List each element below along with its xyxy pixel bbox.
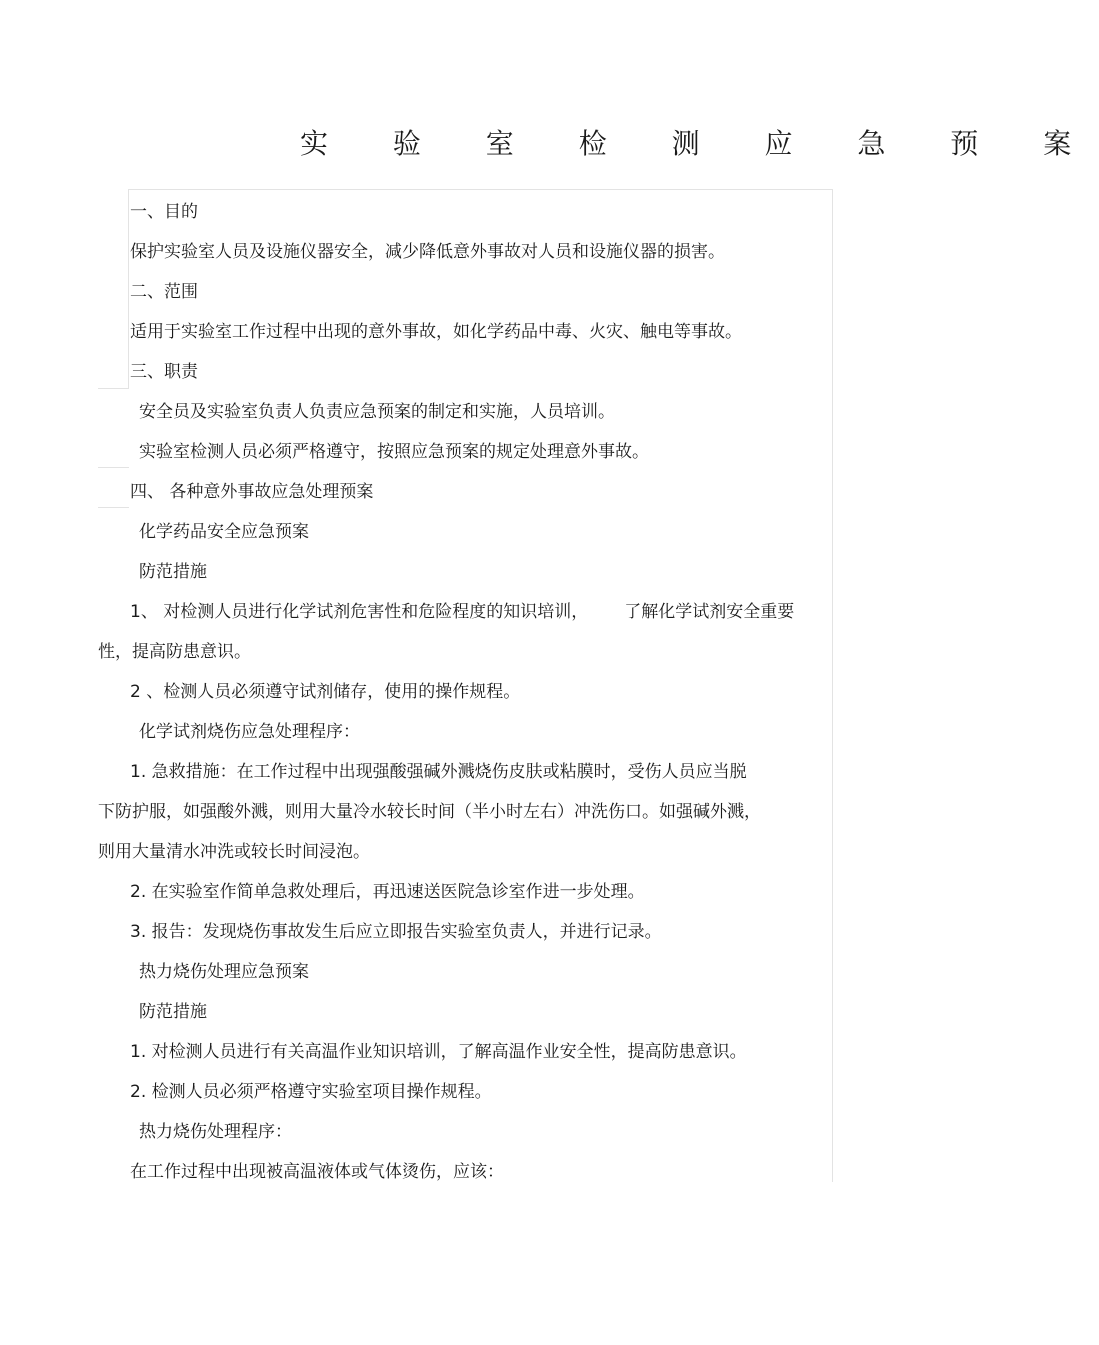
list-item-first-aid-continued: 下防护服，如强酸外溅，则用大量冷水较长时间（半小时左右）冲洗伤口。如强碱外溅， (98, 802, 761, 822)
section-heading-purpose: 一、目的 (130, 202, 198, 222)
list-item-chemical-1-continued: 性，提高防患意识。 (98, 642, 251, 662)
document-title: 实 验 室 检 测 应 急 预 案 (300, 127, 1099, 160)
paragraph-duty-2: 实验室检测人员必须严格遵守，按照应急预案的规定处理意外事故。 (139, 442, 649, 462)
list-item-chemical-1 (130, 601, 794, 623)
list-item-thermal-1: 1. 对检测人员进行有关高温作业知识培训，了解高温作业安全性，提高防患意识。 (130, 1042, 747, 1062)
subheading-thermal-burn: 热力烧伤处理应急预案 (139, 962, 309, 982)
table-border-right (832, 189, 833, 1182)
list-item-text: 1、 对检测人员进行化学试剂危害性和危险程度的知识培训， (130, 602, 589, 622)
paragraph-purpose: 保护实验室人员及设施仪器安全，减少降低意外事故对人员和设施仪器的损害。 (130, 242, 725, 262)
section-heading-emergency-plans: 四、 各种意外事故应急处理预案 (130, 482, 374, 502)
subheading-chemical-safety: 化学药品安全应急预案 (139, 522, 309, 542)
list-item-first-aid-continued: 则用大量清水冲洗或较长时间浸泡。 (98, 842, 370, 862)
list-item-text: 了解化学试剂安全重要 (624, 602, 795, 622)
paragraph-thermal-procedure: 在工作过程中出现被高温液体或气体烫伤，应该： (130, 1162, 504, 1182)
list-item-thermal-2: 2. 检测人员必须严格遵守实验室项目操作规程。 (130, 1082, 492, 1102)
paragraph-duty-1: 安全员及实验室负责人负责应急预案的制定和实施，人员培训。 (139, 402, 615, 422)
paragraph-scope: 适用于实验室工作过程中出现的意外事故，如化学药品中毒、火灾、触电等事故。 (130, 322, 742, 342)
subheading-prevention: 防范措施 (139, 562, 207, 582)
table-border-top (128, 189, 833, 190)
table-border-stub (98, 507, 129, 508)
list-item-chemical-2: 2 、检测人员必须遵守试剂储存，使用的操作规程。 (130, 682, 521, 702)
section-heading-duties: 三、职责 (130, 362, 198, 382)
subheading-thermal-procedure: 热力烧伤处理程序： (139, 1122, 292, 1142)
table-border-stub (98, 388, 129, 389)
list-item-hospital: 2. 在实验室作简单急救处理后，再迅速送医院急诊室作进一步处理。 (130, 882, 645, 902)
table-border-left (128, 189, 129, 389)
section-heading-scope: 二、范围 (130, 282, 198, 302)
subheading-prevention-thermal: 防范措施 (139, 1002, 207, 1022)
subheading-chemical-burn-procedure: 化学试剂烧伤应急处理程序： (139, 722, 360, 742)
table-border-stub (98, 467, 129, 468)
list-item-report: 3. 报告：发现烧伤事故发生后应立即报告实验室负责人，并进行记录。 (130, 922, 662, 942)
list-item-first-aid: 1. 急救措施：在工作过程中出现强酸强碱外溅烧伤皮肤或粘膜时，受伤人员应当脱 (130, 762, 747, 782)
